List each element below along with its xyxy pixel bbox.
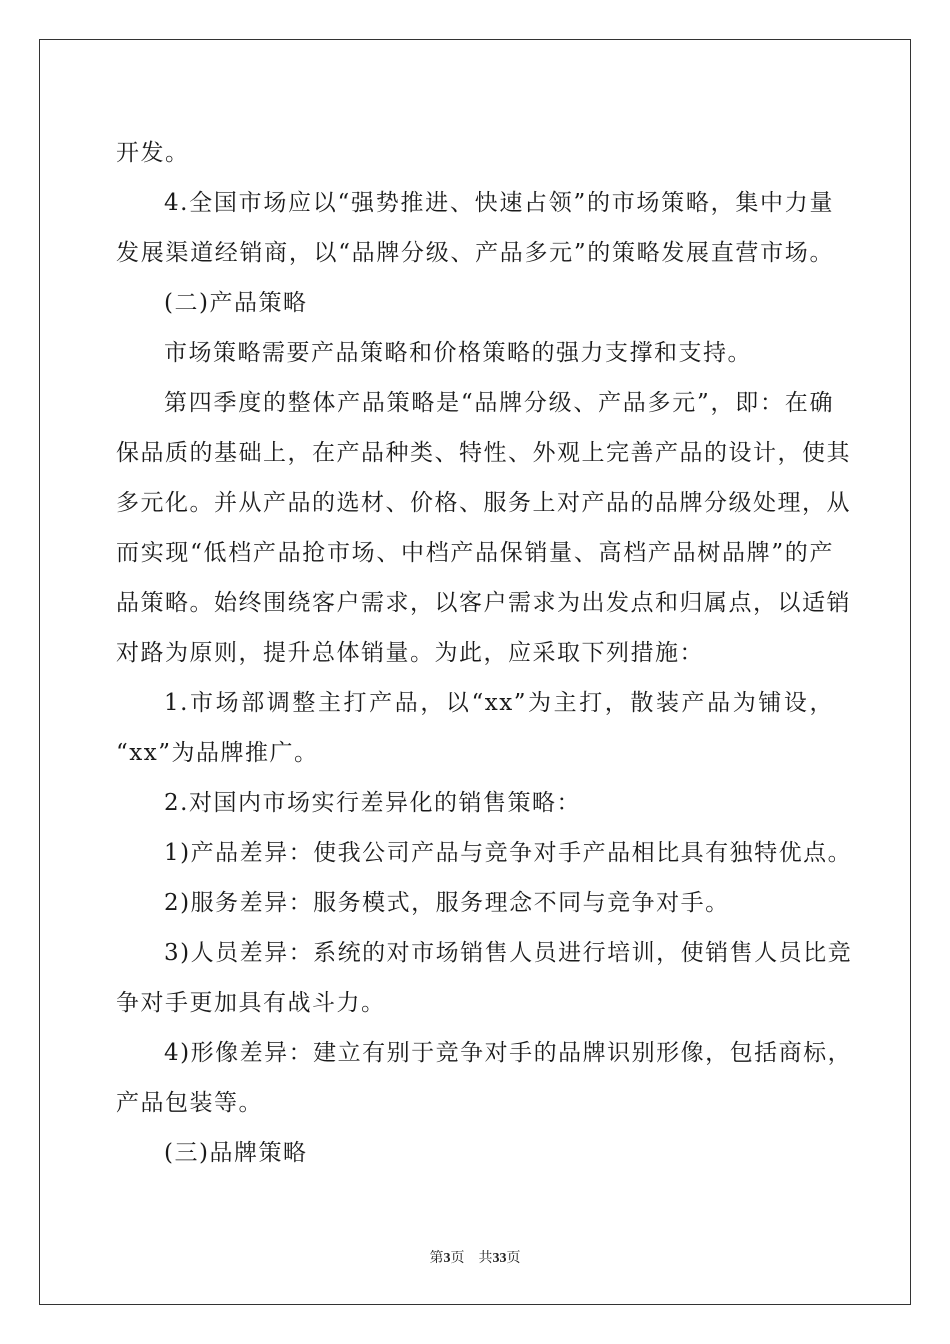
- text-line: 开发。: [116, 140, 190, 166]
- text-line: 争对手更加具有战斗力。: [116, 990, 386, 1016]
- text-line: 3)人员差异：系统的对市场销售人员进行培训，使销售人员比竞: [164, 940, 853, 966]
- total-prefix: 共: [478, 1250, 493, 1266]
- page-footer: [0, 1247, 950, 1267]
- text-line: 1)产品差异：使我公司产品与竞争对手产品相比具有独特优点。: [164, 840, 853, 866]
- text-line: 市场策略需要产品策略和价格策略的强力支撑和支持。: [164, 340, 752, 366]
- text-line: 4.全国市场应以“强势推进、快速占领”的市场策略，集中力量: [164, 190, 834, 216]
- page-number: 3: [443, 1251, 451, 1266]
- text-line: 2)服务差异：服务模式，服务理念不同与竞争对手。: [164, 890, 730, 916]
- text-line: 而实现“低档产品抢市场、中档产品保销量、高档产品树品牌”的产: [116, 540, 834, 566]
- text-line: 对路为原则，提升总体销量。为此，应采取下列措施：: [116, 640, 704, 666]
- page-prefix: 第: [429, 1250, 444, 1266]
- text-line: “xx”为品牌推广。: [116, 740, 319, 766]
- text-line: 发展渠道经销商，以“品牌分级、产品多元”的策略发展直营市场。: [116, 240, 834, 266]
- text-line: 第四季度的整体产品策略是“品牌分级、产品多元”，即：在确: [164, 390, 834, 416]
- text-line: 2.对国内市场实行差异化的销售策略：: [164, 790, 581, 816]
- text-line: 多元化。并从产品的选材、价格、服务上对产品的品牌分级处理，从: [116, 490, 851, 516]
- total-pages: 33: [492, 1251, 507, 1266]
- text-line: 4)形像差异：建立有别于竞争对手的品牌识别形像，包括商标，: [164, 1040, 853, 1066]
- page-suffix: 页: [450, 1250, 465, 1266]
- text-line: 保品质的基础上，在产品种类、特性、外观上完善产品的设计，使其: [116, 440, 851, 466]
- text-line: 1.市场部调整主打产品，以“xx”为主打，散装产品为铺设，: [164, 690, 834, 716]
- text-line: 产品包装等。: [116, 1090, 263, 1116]
- section-heading: (二)产品策略: [164, 290, 308, 316]
- text-line: 品策略。始终围绕客户需求，以客户需求为出发点和归属点，以适销: [116, 590, 851, 616]
- section-heading: (三)品牌策略: [164, 1140, 308, 1166]
- document-body: [116, 128, 853, 1178]
- total-suffix: 页: [506, 1250, 521, 1266]
